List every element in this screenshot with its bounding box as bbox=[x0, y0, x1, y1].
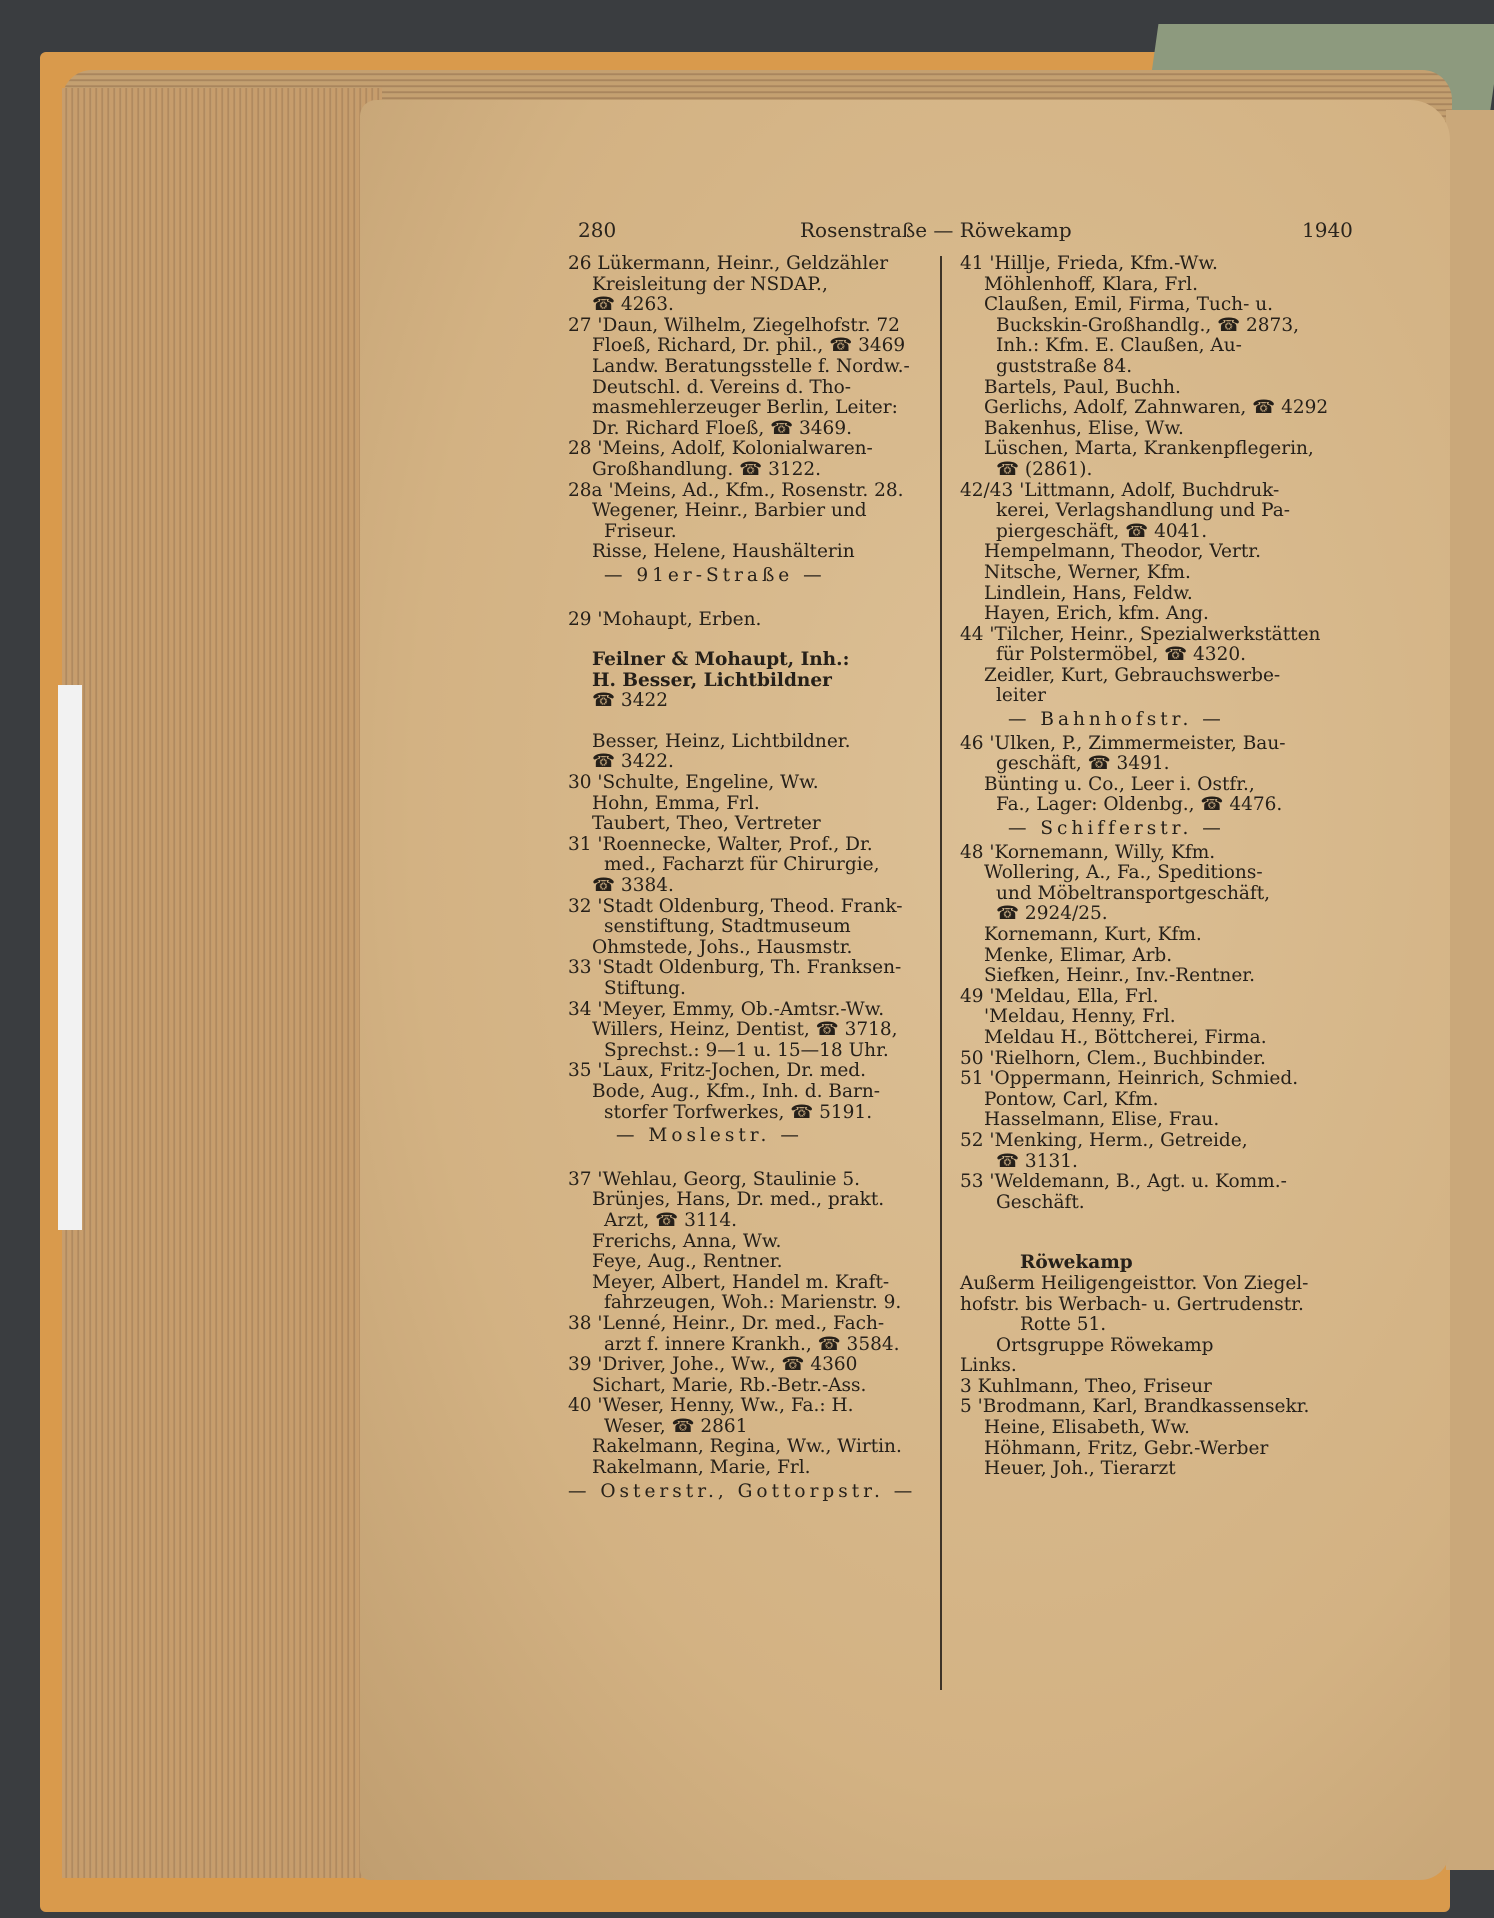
directory-line: Höhmann, Fritz, Gebr.-Werber bbox=[984, 1437, 1269, 1459]
running-title: Rosenstraße — Röwekamp bbox=[800, 218, 1072, 242]
directory-line: 38 'Lenné, Heinr., Dr. med., Fach- bbox=[568, 1312, 885, 1334]
right-column bbox=[960, 254, 1360, 1480]
directory-line: Friseur. bbox=[604, 520, 677, 542]
directory-line: Röwekamp bbox=[1020, 1252, 1133, 1274]
directory-line: Rotte 51. bbox=[1020, 1314, 1107, 1336]
directory-line: Kornemann, Kurt, Kfm. bbox=[984, 924, 1202, 945]
directory-line: 5 'Brodmann, Karl, Brandkassensekr. bbox=[960, 1396, 1310, 1418]
directory-line: Fa., Lager: Oldenbg., ☎ 4476. bbox=[996, 794, 1283, 816]
directory-line: ☎ (2861). bbox=[996, 458, 1093, 480]
cross-street-heading: — Moslestr. — bbox=[616, 1125, 803, 1147]
directory-line: Rakelmann, Marie, Frl. bbox=[592, 1457, 811, 1479]
directory-line: Frerichs, Anna, Ww. bbox=[592, 1230, 782, 1252]
cross-street-heading: — Schifferstr. — bbox=[1008, 818, 1225, 840]
directory-line: 52 'Menking, Herm., Getreide, bbox=[960, 1129, 1248, 1151]
directory-line: Ortsgruppe Röwekamp bbox=[996, 1334, 1214, 1356]
directory-line: Feye, Aug., Rentner. bbox=[592, 1251, 783, 1273]
directory-line: 50 'Rielhorn, Clem., Buchbinder. bbox=[960, 1047, 1266, 1069]
page-stack-edge bbox=[62, 88, 382, 1878]
directory-line: Ohmstede, Johs., Hausmstr. bbox=[592, 936, 853, 958]
directory-line: 37 'Wehlau, Georg, Staulinie 5. bbox=[568, 1168, 861, 1190]
directory-line: Sprechst.: 9—1 u. 15—18 Uhr. bbox=[604, 1039, 889, 1061]
directory-line: Floeß, Richard, Dr. phil., ☎ 3469 bbox=[592, 335, 906, 357]
directory-line: Bakenhus, Elise, Ww. bbox=[984, 417, 1184, 439]
directory-line: Buckskin-Großhandlg., ☎ 2873, bbox=[996, 314, 1299, 336]
paper-slip bbox=[58, 685, 82, 1230]
directory-line: masmehlerzeuger Berlin, Leiter: bbox=[592, 397, 898, 419]
directory-line: 35 'Laux, Fritz-Jochen, Dr. med. bbox=[568, 1060, 867, 1082]
directory-line: Menke, Elimar, Arb. bbox=[984, 944, 1173, 966]
spacer bbox=[568, 712, 948, 732]
directory-line: 34 'Meyer, Emmy, Ob.-Amtsr.-Ww. bbox=[568, 998, 885, 1020]
directory-line: 30 'Schulte, Engeline, Ww. bbox=[568, 772, 819, 794]
directory-line: Bode, Aug., Kfm., Inh. d. Barn- bbox=[592, 1080, 881, 1102]
directory-line: ☎ 3384. bbox=[592, 875, 674, 897]
directory-line: und Möbeltransportgeschäft, bbox=[996, 882, 1271, 904]
directory-line: Deutschl. d. Vereins d. Tho- bbox=[592, 376, 852, 398]
left-column bbox=[568, 254, 948, 1505]
directory-line: 'Meldau, Henny, Frl. bbox=[984, 1006, 1176, 1028]
directory-line: Brünjes, Hans, Dr. med., prakt. bbox=[592, 1189, 885, 1211]
directory-line: 33 'Stadt Oldenburg, Th. Franksen- bbox=[568, 957, 902, 979]
directory-line: Meyer, Albert, Handel m. Kraft- bbox=[592, 1271, 890, 1293]
spacer bbox=[568, 630, 948, 650]
directory-line: Meldau H., Böttcherei, Firma. bbox=[984, 1026, 1267, 1048]
directory-line: für Polstermöbel, ☎ 4320. bbox=[996, 644, 1246, 666]
directory-line: 3 Kuhlmann, Theo, Friseur bbox=[960, 1375, 1212, 1397]
directory-line: 46 'Ulken, P., Zimmermeister, Bau- bbox=[960, 732, 1286, 754]
cross-street-heading: — Bahnhofstr. — bbox=[1008, 709, 1225, 731]
directory-line: Feilner & Mohaupt, Inh.: bbox=[592, 649, 850, 671]
spacer bbox=[960, 1233, 1360, 1253]
directory-line: Arzt, ☎ 3114. bbox=[604, 1209, 738, 1231]
page-number-left: 280 bbox=[578, 218, 617, 242]
directory-line: Wollering, A., Fa., Speditions- bbox=[984, 862, 1263, 884]
directory-line: Risse, Helene, Haushälterin bbox=[592, 541, 855, 563]
directory-line: Inh.: Kfm. E. Claußen, Au- bbox=[996, 335, 1242, 357]
directory-line: 41 'Hillje, Frieda, Kfm.-Ww. bbox=[960, 253, 1218, 274]
directory-line: 51 'Oppermann, Heinrich, Schmied. bbox=[960, 1068, 1299, 1090]
directory-line: Rakelmann, Regina, Ww., Wirtin. bbox=[592, 1436, 902, 1458]
directory-line: 26 Lükermann, Heinr., Geldzähler bbox=[568, 253, 889, 274]
directory-line: Nitsche, Werner, Kfm. bbox=[984, 561, 1191, 583]
directory-line: Geschäft. bbox=[996, 1191, 1085, 1213]
directory-line: senstiftung, Stadtmuseum bbox=[604, 916, 851, 938]
directory-line: ☎ 3131. bbox=[996, 1150, 1078, 1172]
directory-line: Heuer, Joh., Tierarzt bbox=[984, 1458, 1176, 1480]
directory-line: 40 'Weser, Henny, Ww., Fa.: H. bbox=[568, 1395, 854, 1417]
directory-line: arzt f. innere Krankh., ☎ 3584. bbox=[604, 1333, 900, 1355]
directory-line: Lindlein, Hans, Feldw. bbox=[984, 582, 1193, 604]
directory-line: Siefken, Heinr., Inv.-Rentner. bbox=[984, 965, 1255, 987]
directory-line: Weser, ☎ 2861 bbox=[604, 1415, 748, 1437]
directory-line: 27 'Daun, Wilhelm, Ziegelhofstr. 72 bbox=[568, 314, 900, 336]
directory-line: fahrzeugen, Woh.: Marienstr. 9. bbox=[604, 1292, 902, 1314]
directory-line: H. Besser, Lichtbildner bbox=[592, 669, 832, 691]
directory-line: Hasselmann, Elise, Frau. bbox=[984, 1109, 1220, 1131]
directory-line: Landw. Beratungsstelle f. Nordw.- bbox=[592, 355, 910, 377]
directory-line: 44 'Tilcher, Heinr., Spezialwerkstätten bbox=[960, 623, 1321, 645]
directory-line: med., Facharzt für Chirurgie, bbox=[604, 854, 880, 876]
directory-line: Besser, Heinz, Lichtbildner. bbox=[592, 730, 851, 752]
directory-line: Bünting u. Co., Leer i. Ostfr., bbox=[984, 773, 1255, 795]
directory-line: Kreisleitung der NSDAP., bbox=[592, 273, 828, 295]
directory-line: 42/43 'Littmann, Adolf, Buchdruk- bbox=[960, 479, 1280, 501]
directory-line: Außerm Heiligengeisttor. Von Ziegel- bbox=[960, 1272, 1309, 1294]
directory-line: 49 'Meldau, Ella, Frl. bbox=[960, 985, 1159, 1007]
directory-line: Dr. Richard Floeß, ☎ 3469. bbox=[592, 417, 852, 439]
directory-line: 48 'Kornemann, Willy, Kfm. bbox=[960, 841, 1216, 863]
directory-line: 29 'Mohaupt, Erben. bbox=[568, 608, 762, 630]
directory-line: Pontow, Carl, Kfm. bbox=[984, 1088, 1159, 1110]
directory-line: ☎ 3422 bbox=[592, 690, 669, 712]
directory-line: Taubert, Theo, Vertreter bbox=[592, 813, 821, 835]
directory-line: Möhlenhoff, Klara, Frl. bbox=[984, 273, 1198, 295]
directory-line: guststraße 84. bbox=[996, 355, 1133, 377]
directory-line: Links. bbox=[960, 1355, 1017, 1377]
spacer bbox=[568, 590, 948, 610]
directory-line: ☎ 3422. bbox=[592, 751, 674, 773]
directory-line: Stiftung. bbox=[604, 978, 686, 999]
directory-line: Hohn, Emma, Frl. bbox=[592, 792, 760, 814]
directory-line: hofstr. bis Werbach- u. Gertrudenstr. bbox=[960, 1293, 1304, 1315]
next-page-edge bbox=[1446, 110, 1494, 1870]
directory-line: Heine, Elisabeth, Ww. bbox=[984, 1417, 1190, 1439]
directory-line: leiter bbox=[996, 685, 1047, 707]
cross-street-heading: — Osterstr., Gottorpstr. — bbox=[568, 1480, 917, 1502]
directory-line: Wegener, Heinr., Barbier und bbox=[592, 500, 867, 522]
directory-line: kerei, Verlagshandlung und Pa- bbox=[996, 500, 1290, 522]
directory-line: Sichart, Marie, Rb.-Betr.-Ass. bbox=[592, 1374, 867, 1396]
directory-line: Hempelmann, Theodor, Vertr. bbox=[984, 541, 1261, 563]
cross-street-heading: — 91er-Straße — bbox=[604, 564, 826, 586]
directory-line: Willers, Heinz, Dentist, ☎ 3718, bbox=[592, 1019, 898, 1041]
directory-line: 28 'Meins, Adolf, Kolonialwaren- bbox=[568, 438, 873, 460]
directory-line: storfer Torfwerkes, ☎ 5191. bbox=[604, 1101, 873, 1123]
directory-line: 39 'Driver, Johe., Ww., ☎ 4360 bbox=[568, 1354, 858, 1376]
directory-line: geschäft, ☎ 3491. bbox=[996, 753, 1170, 775]
directory-line: Großhandlung. ☎ 3122. bbox=[592, 458, 822, 480]
page-number-right: 1940 bbox=[1302, 218, 1353, 242]
directory-line: 53 'Weldemann, B., Agt. u. Komm.- bbox=[960, 1171, 1287, 1193]
directory-line: Gerlichs, Adolf, Zahnwaren, ☎ 4292 bbox=[984, 397, 1329, 419]
directory-line: Bartels, Paul, Buchh. bbox=[984, 376, 1181, 398]
spacer bbox=[960, 1213, 1360, 1233]
directory-line: 28a 'Meins, Ad., Kfm., Rosenstr. 28. bbox=[568, 479, 904, 501]
directory-line: 32 'Stadt Oldenburg, Theod. Frank- bbox=[568, 895, 903, 917]
directory-line: 31 'Roennecke, Walter, Prof., Dr. bbox=[568, 833, 873, 855]
directory-line: Hayen, Erich, kfm. Ang. bbox=[984, 603, 1209, 625]
directory-line: ☎ 2924/25. bbox=[996, 903, 1108, 925]
directory-line: Lüschen, Marta, Krankenpflegerin, bbox=[984, 438, 1314, 460]
directory-line: ☎ 4263. bbox=[592, 294, 674, 316]
directory-line: piergeschäft, ☎ 4041. bbox=[996, 520, 1208, 542]
spacer bbox=[568, 1150, 948, 1170]
directory-line: Zeidler, Kurt, Gebrauchswerbe- bbox=[984, 664, 1281, 686]
directory-line: Claußen, Emil, Firma, Tuch- u. bbox=[984, 294, 1274, 316]
